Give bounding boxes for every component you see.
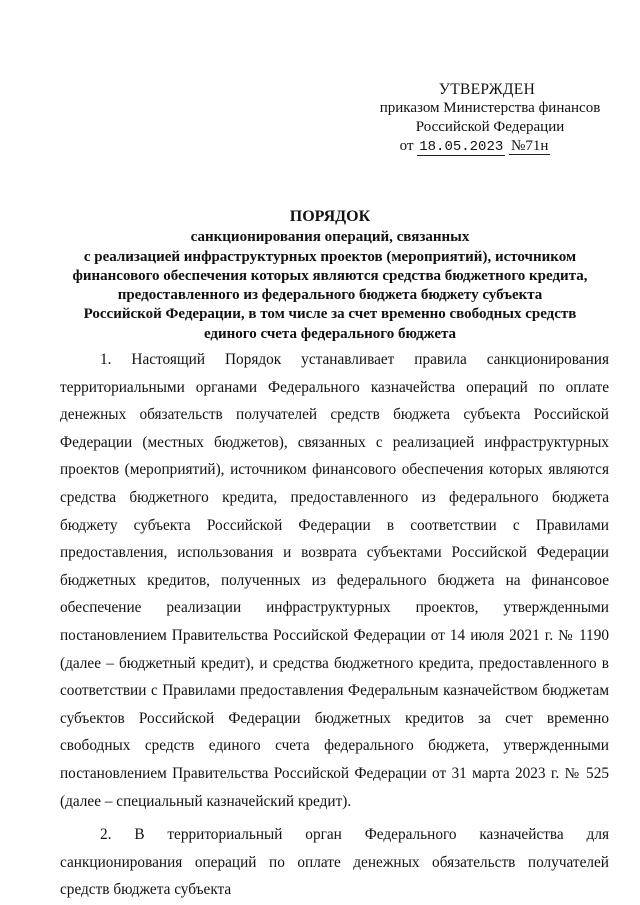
heading-line: единого счета федерального бюджета (203, 325, 457, 342)
approval-stamp (370, 80, 610, 157)
document-title: ПОРЯДОК (289, 208, 371, 225)
heading-line: санкционирования операций, связанных (190, 229, 470, 246)
approval-date-line (340, 137, 610, 157)
heading-line: Российской Федерации, в том числе за счет временно свободных средств (83, 306, 577, 323)
heading-line: с реализацией инфраструктурных проектов (мероприятий), источником (83, 248, 577, 265)
document-heading (60, 207, 600, 344)
approval-line-2: Российской Федерации (415, 119, 565, 135)
approval-number: №71н (511, 138, 549, 154)
approval-date: 18.05.2023 (419, 139, 504, 155)
paragraph-2: 2. В территориальный орган Федерального казначейства для санкционирования операций по оплате денежных обязательств получателей средств бюджета субъекта (60, 826, 609, 899)
heading-line: финансового обеспечения которых являются средства бюджетного кредита, (72, 267, 588, 284)
heading-line: предоставленного из федерального бюджета бюджету субъекта (117, 287, 543, 304)
approval-date-prefix: от (399, 138, 414, 154)
approval-line-1: приказом Министерства финансов (379, 100, 601, 116)
document-body (60, 346, 609, 904)
approval-title: УТВЕРЖДЕН (438, 81, 536, 98)
paragraph-1: 1. Настоящий Порядок устанавливает правила санкционирования территориальными органами Федерального казначейства операций по оплате денежных обязательств получателей средств бюджета субъекта Российской Федерации (местных бюджетов), связанных с реализацией инфраструктурных проектов (мероприятий), источником финансового обеспечения которых являются средства бюджетного кредита, предоставленного из федерального бюджета бюджету субъекта Российской Федерации в соответствии с Правилами предоставления, использования и возврата субъектами Российской Федерации бюджетных кредитов, полученных из федерального бюджета на финансовое обеспечение реализации инфраструктурных проектов, утвержденными постановлением Правительства Российской Федерации от 14 июля 2021 г. № 1190 (далее – бюджетный кредит), и средства бюджетного кредита, предоставленного в соответствии с Правилами предоставления Федеральным казначейством бюджетам субъектов Российской Федерации бюджетных кредитов за счет временно свободных средств единого счета федерального бюджета, утвержденными постановлением Правительства Российской Федерации от 31 марта 2023 г. № 525 (далее – специальный казначейский кредит). (60, 351, 609, 810)
